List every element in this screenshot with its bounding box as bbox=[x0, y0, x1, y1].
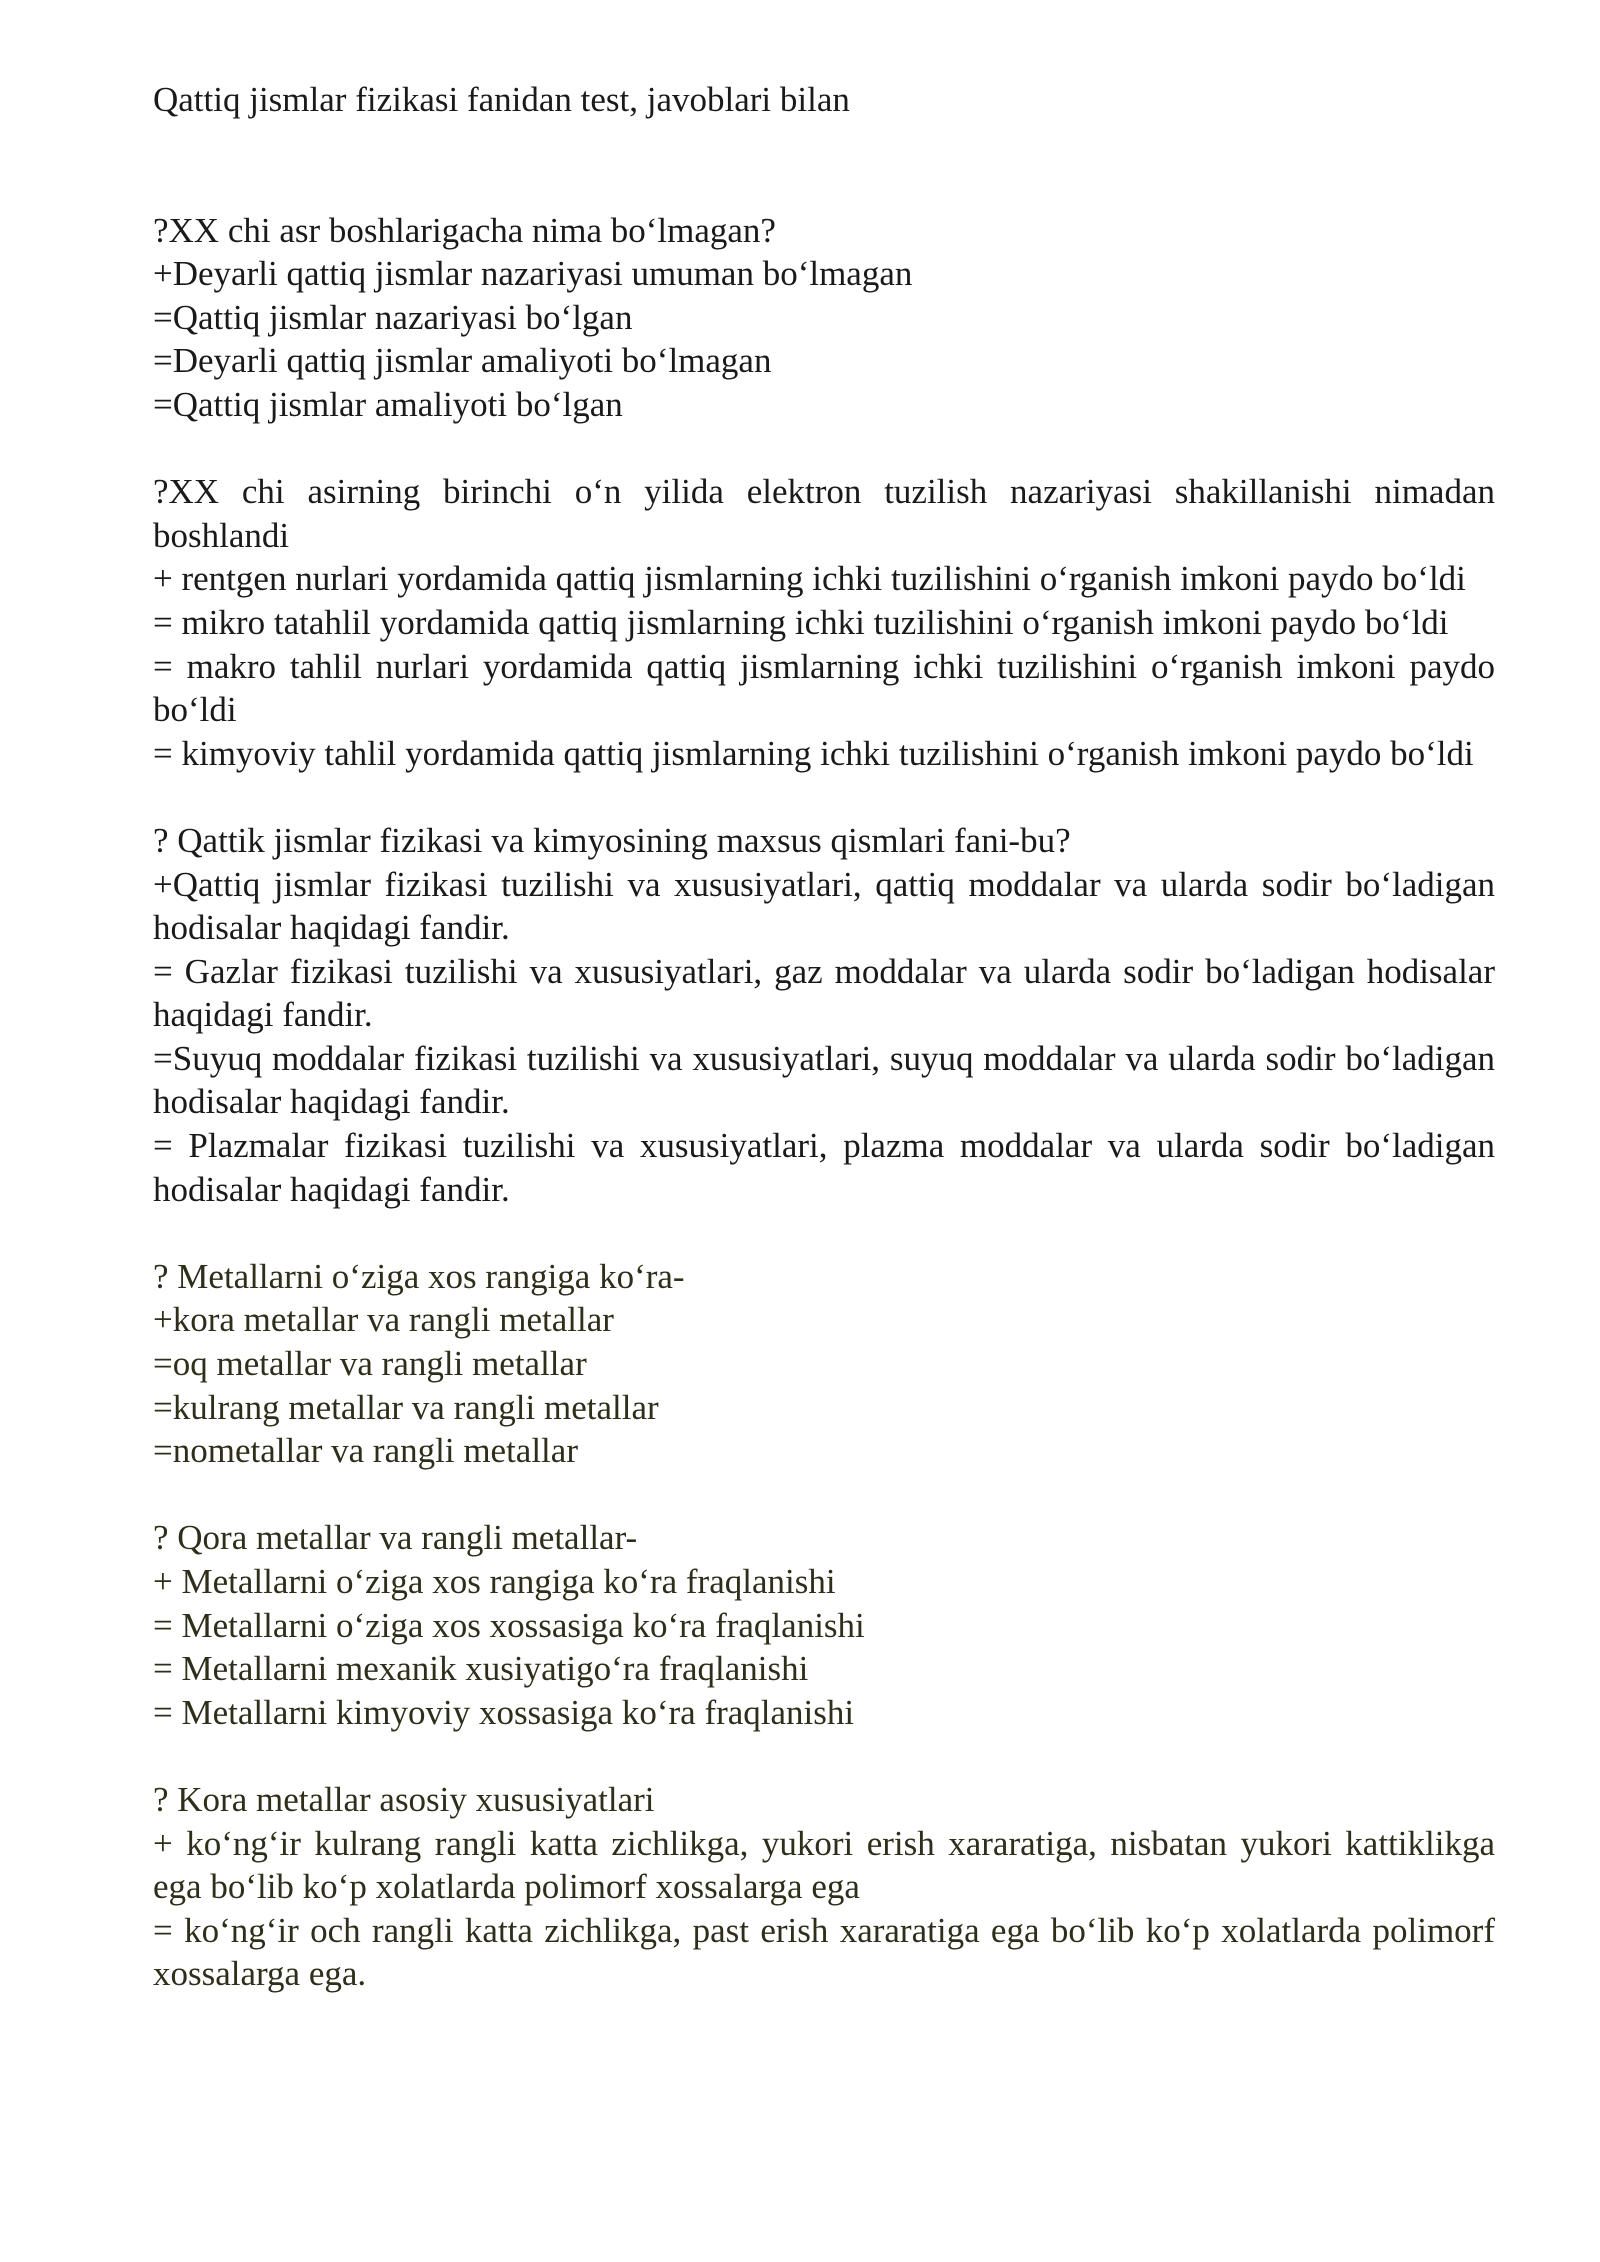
answer-correct: + rentgen nurlari yordamida qattiq jismlarning ichki tuzilishini o‘rganish imkoni paydo bo‘ldi bbox=[153, 559, 1466, 599]
question-text: ?XX chi asr boshlarigacha nima bo‘lmagan? bbox=[153, 210, 776, 250]
answer-correct: + ko‘ng‘ir kulrang rangli katta zichlikga, yukori erish xararatiga, nisbatan yukori kattiklikga ega bo‘lib ko‘p xolatlarda polimorf xossalarga ega bbox=[153, 1823, 1495, 1907]
answer-option: = Metallarni o‘ziga xos xossasiga ko‘ra fraqlanishi bbox=[153, 1605, 865, 1645]
answer-correct: +Qattiq jismlar fizikasi tuzilishi va xususiyatlari, qattiq moddalar va ularda sodir bo‘ladigan hodisalar haqidagi fandir. bbox=[153, 864, 1495, 948]
answer-option: = Gazlar fizikasi tuzilishi va xususiyatlari, gaz moddalar va ularda sodir bo‘ladigan hodisalar haqidagi fandir. bbox=[153, 951, 1495, 1035]
answer-option: =Qattiq jismlar amaliyoti bo‘lgan bbox=[153, 384, 623, 424]
answer-option: =Suyuq moddalar fizikasi tuzilishi va xususiyatlari, suyuq moddalar va ularda sodir bo‘ladigan hodisalar haqidagi fandir. bbox=[153, 1038, 1495, 1122]
question-block-5 bbox=[153, 1516, 1495, 1734]
question-text: ? Qora metallar va rangli metallar- bbox=[153, 1518, 638, 1558]
question-text: ?XX chi asirning birinchi o‘n yilida elektron tuzilish nazariyasi shakillanishi nimadan boshlandi bbox=[153, 472, 1495, 555]
answer-option: =Qattiq jismlar nazariyasi bo‘lgan bbox=[153, 297, 633, 337]
answer-correct: +kora metallar va rangli metallar bbox=[153, 1300, 614, 1340]
answer-option: = Metallarni mexanik xusiyatigo‘ra fraqlanishi bbox=[153, 1649, 809, 1689]
answer-option: = Plazmalar fizikasi tuzilishi va xususiyatlari, plazma moddalar va ularda sodir bo‘ladigan hodisalar haqidagi fandir. bbox=[153, 1126, 1495, 1209]
question-text: ? Metallarni o‘ziga xos rangiga ko‘ra- bbox=[153, 1256, 685, 1296]
answer-option: = kimyoviy tahlil yordamida qattiq jismlarning ichki tuzilishini o‘rganish imkoni paydo bo‘ldi bbox=[153, 733, 1474, 773]
document-page bbox=[153, 78, 1495, 2040]
question-block-1 bbox=[153, 209, 1495, 427]
answer-option: =nometallar va rangli metallar bbox=[153, 1431, 578, 1471]
document-title: Qattiq jismlar fizikasi fanidan test, javoblari bilan bbox=[153, 80, 850, 119]
question-block-2 bbox=[153, 470, 1495, 775]
question-block-3 bbox=[153, 819, 1495, 1211]
answer-option: = mikro tatahlil yordamida qattiq jismlarning ichki tuzilishini o‘rganish imkoni paydo bo‘ldi bbox=[153, 602, 1449, 642]
question-text: ? Kora metallar asosiy xususiyatlari bbox=[153, 1779, 655, 1819]
answer-correct: +Deyarli qattiq jismlar nazariyasi umuman bo‘lmagan bbox=[153, 254, 913, 294]
answer-option: = Metallarni kimyoviy xossasiga ko‘ra fraqlanishi bbox=[153, 1692, 855, 1732]
answer-correct: + Metallarni o‘ziga xos rangiga ko‘ra fraqlanishi bbox=[153, 1562, 836, 1601]
question-block-6 bbox=[153, 1778, 1495, 1996]
answer-option: =Deyarli qattiq jismlar amaliyoti bo‘lmagan bbox=[153, 341, 772, 381]
answer-option: =kulrang metallar va rangli metallar bbox=[153, 1387, 659, 1427]
question-block-4 bbox=[153, 1255, 1495, 1473]
answer-option: = makro tahlil nurlari yordamida qattiq jismlarning ichki tuzilishini o‘rganish imkoni paydo bo‘ldi bbox=[153, 646, 1495, 730]
answer-option: = ko‘ng‘ir och rangli katta zichlikga, past erish xararatiga ega bo‘lib ko‘p xolatlarda polimorf xossalarga ega. bbox=[153, 1910, 1495, 1994]
question-text: ? Qattik jismlar fizikasi va kimyosining maxsus qismlari fani-bu? bbox=[153, 820, 1071, 860]
answer-option: =oq metallar va rangli metallar bbox=[153, 1344, 587, 1384]
